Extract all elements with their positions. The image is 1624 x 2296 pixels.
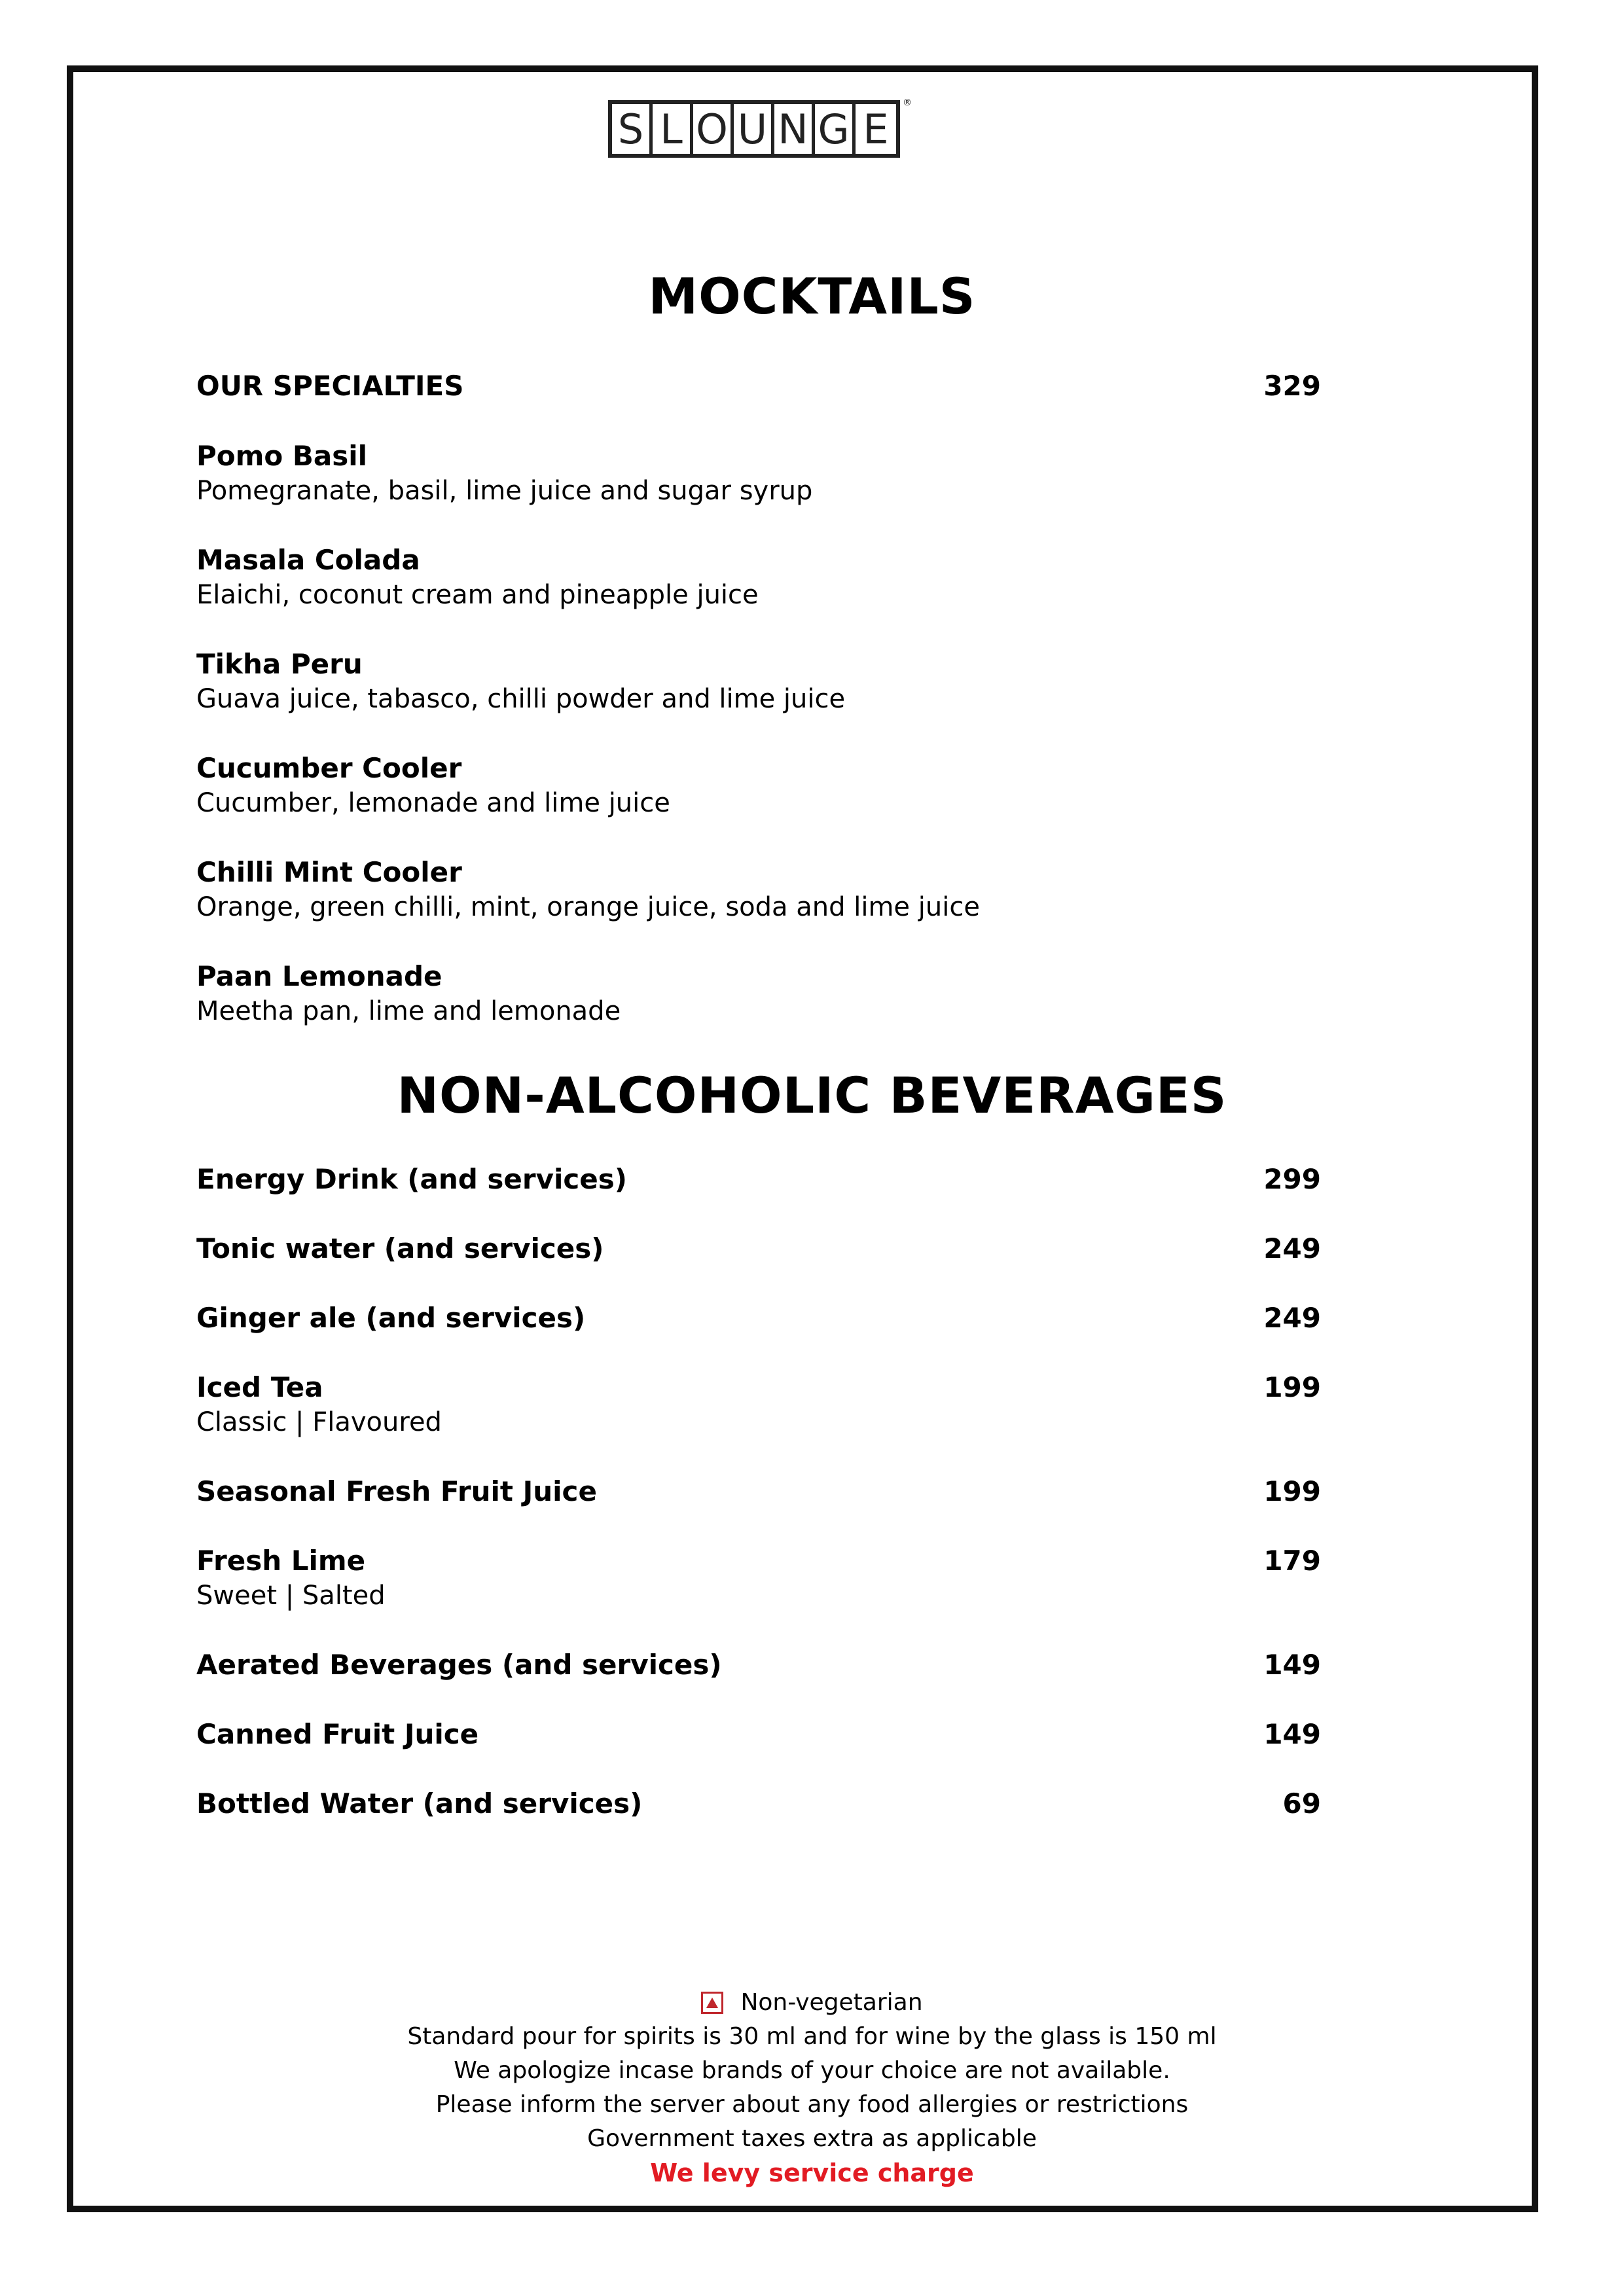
item-desc: Guava juice, tabasco, chilli powder and lime juice [196, 684, 846, 714]
logo-letter: O [693, 104, 734, 154]
beverages-title: NON-ALCOHOLIC BEVERAGES [397, 1066, 1227, 1124]
footer-line: Standard pour for spirits is 30 ml and for wine by the glass is 150 ml [407, 2023, 1217, 2050]
item-name: Aerated Beverages (and services) [196, 1649, 722, 1681]
menu-item [196, 1474, 1321, 1509]
logo-letter: N [774, 104, 815, 154]
item-price: 69 [1282, 1787, 1321, 1820]
item-name: Iced Tea [196, 1371, 323, 1403]
item-name: Seasonal Fresh Fruit Juice [196, 1475, 597, 1507]
item-price: 149 [1263, 1649, 1321, 1681]
brand-logo [608, 100, 912, 158]
item-price: 179 [1263, 1545, 1321, 1577]
menu-item [196, 1647, 1321, 1683]
item-name: Tikha Peru [196, 648, 363, 680]
specialties-price: 329 [1263, 370, 1321, 402]
menu-item [196, 647, 1321, 716]
specialties-header [196, 368, 1321, 404]
menu-item [196, 959, 1321, 1028]
item-desc: Orange, green chilli, mint, orange juice, soda and lime juice [196, 892, 980, 922]
service-charge-note: We levy service charge [650, 2159, 974, 2187]
menu-item [196, 1231, 1321, 1266]
menu-item [196, 1162, 1321, 1197]
menu-item [196, 1786, 1321, 1821]
item-name: Tonic water (and services) [196, 1232, 604, 1265]
item-desc: Elaichi, coconut cream and pineapple juice [196, 580, 759, 610]
item-name: Masala Colada [196, 544, 420, 576]
item-price: 249 [1263, 1302, 1321, 1334]
footer-line: Government taxes extra as applicable [587, 2125, 1037, 2152]
menu-item [196, 1717, 1321, 1752]
item-name: Canned Fruit Juice [196, 1718, 479, 1750]
item-name: Ginger ale (and services) [196, 1302, 586, 1334]
item-price: 149 [1263, 1718, 1321, 1750]
item-name: Chilli Mint Cooler [196, 856, 462, 888]
item-price: 249 [1263, 1232, 1321, 1265]
menu-item [196, 751, 1321, 820]
item-price: 299 [1263, 1163, 1321, 1195]
logo-letter: G [815, 104, 856, 154]
item-name: Bottled Water (and services) [196, 1787, 643, 1820]
specialties-label: OUR SPECIALTIES [196, 370, 464, 402]
menu-item [196, 543, 1321, 612]
menu-item [196, 439, 1321, 508]
item-name: Energy Drink (and services) [196, 1163, 627, 1195]
mocktails-title: MOCKTAILS [648, 267, 976, 325]
item-name: Pomo Basil [196, 440, 368, 472]
registered-mark: ® [903, 98, 912, 108]
footer-line: We apologize incase brands of your choice are not available. [454, 2057, 1170, 2084]
menu-item [196, 1370, 1321, 1439]
logo-box [608, 100, 900, 158]
footer-notes [0, 1986, 1624, 2190]
item-desc: Sweet | Salted [196, 1581, 386, 1611]
footer-line: Please inform the server about any food allergies or restrictions [435, 2091, 1189, 2118]
logo-letter: U [734, 104, 774, 154]
item-price: 199 [1263, 1371, 1321, 1403]
item-name: Fresh Lime [196, 1545, 366, 1577]
logo-letter: S [612, 104, 653, 154]
item-desc: Cucumber, lemonade and lime juice [196, 788, 670, 818]
menu-item [196, 855, 1321, 924]
item-name: Paan Lemonade [196, 960, 442, 992]
item-name: Cucumber Cooler [196, 752, 462, 784]
non-veg-icon [701, 1992, 723, 2014]
item-desc: Pomegranate, basil, lime juice and sugar syrup [196, 476, 813, 506]
nonveg-label: Non-vegetarian [740, 1989, 923, 2016]
logo-letter: L [653, 104, 693, 154]
logo-letter: E [863, 105, 889, 153]
item-desc: Classic | Flavoured [196, 1407, 442, 1437]
menu-item [196, 1300, 1321, 1336]
menu-item [196, 1543, 1321, 1613]
item-desc: Meetha pan, lime and lemonade [196, 996, 621, 1026]
nonveg-legend [0, 1986, 1624, 2020]
item-price: 199 [1263, 1475, 1321, 1507]
